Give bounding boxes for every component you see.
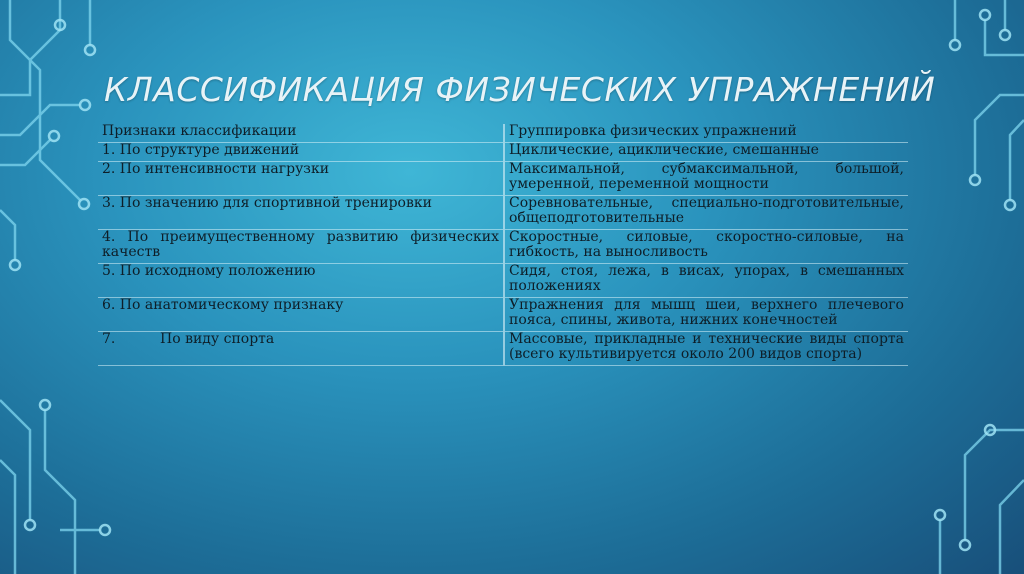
header-grouping: Группировка физических упражнений xyxy=(504,124,908,143)
row-sign: 5. По исходному положению xyxy=(98,264,504,298)
slide-title: КЛАССИФИКАЦИЯ ФИЗИЧЕСКИХ УПРАЖНЕНИЙ xyxy=(104,70,936,109)
table-row xyxy=(98,332,908,366)
row-sign-text: По виду спорта xyxy=(160,331,275,347)
row-sign: 2. По интенсивности нагрузки xyxy=(98,162,504,196)
row-sign: 1. По структуре движений xyxy=(98,143,504,162)
row-group: Массовые, прикладные и технические виды спорта (всего культивируется около 200 видов спорта) xyxy=(504,332,908,366)
row-sign xyxy=(98,332,504,366)
table-row xyxy=(98,162,908,196)
row-sign: 3. По значению для спортивной тренировки xyxy=(98,196,504,230)
table-header-row xyxy=(98,124,908,143)
table-row xyxy=(98,196,908,230)
row-group: Максимальной, субмаксимальной, большой, умеренной, переменной мощности xyxy=(504,162,908,196)
header-signs: Признаки классификации xyxy=(98,124,504,143)
row-group: Скоростные, силовые, скоростно-силовые, на гибкость, на выносливость xyxy=(504,230,908,264)
classification-table xyxy=(98,124,908,366)
table-row xyxy=(98,298,908,332)
row-number: 7. xyxy=(102,331,116,347)
row-group: Соревновательные, специально-подготовительные, общеподготовительные xyxy=(504,196,908,230)
row-sign: 4. По преимущественному развитию физических качеств xyxy=(98,230,504,264)
table-row xyxy=(98,230,908,264)
table-row xyxy=(98,264,908,298)
row-sign: 6. По анатомическому признаку xyxy=(98,298,504,332)
row-group: Сидя, стоя, лежа, в висах, упорах, в смешанных положениях xyxy=(504,264,908,298)
row-group: Циклические, ациклические, смешанные xyxy=(504,143,908,162)
row-group: Упражнения для мышц шеи, верхнего плечевого пояса, спины, живота, нижних конечностей xyxy=(504,298,908,332)
table-row xyxy=(98,143,908,162)
